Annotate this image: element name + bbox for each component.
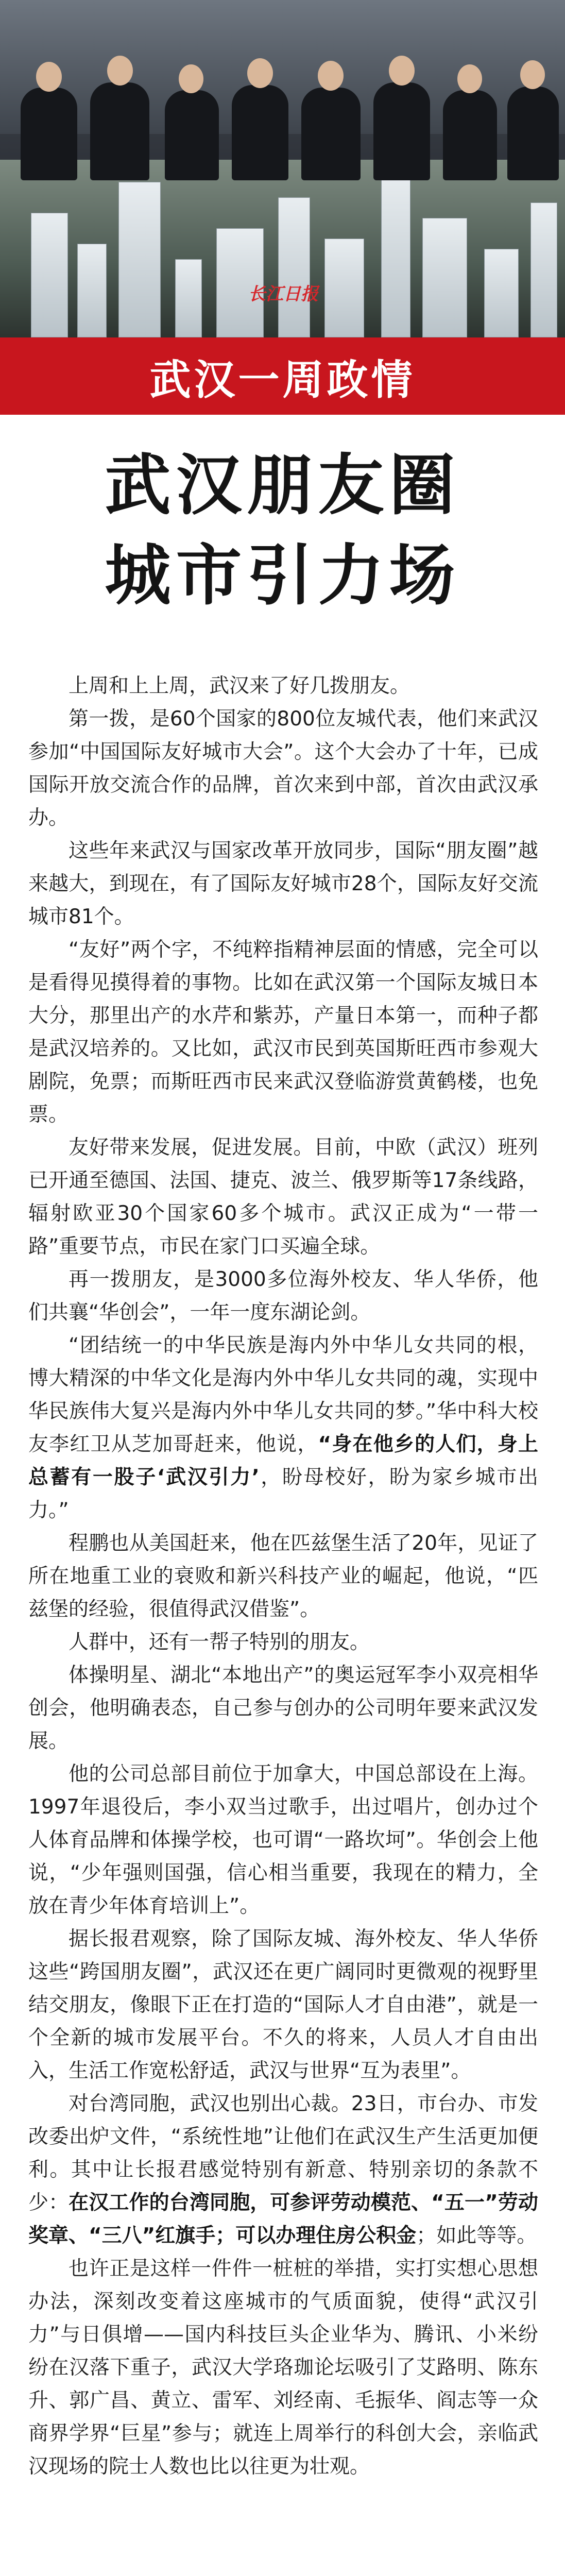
visitor — [90, 82, 149, 180]
paragraph-text: “团结统一的中华民族是海内外中华儿女共同的根，博大精深的中华文化是海内外中华儿女共同的魂，实现中华民族伟大复兴是海内外中华儿女共同的梦。”华中科大校友李红卫从芝加哥赶来，他说， — [28, 1334, 538, 1456]
article-paragraph — [28, 2252, 538, 2483]
paragraph-text: 第一拨，是60个国家的800位友城代表，他们来武汉参加“中国国际友好城市大会”。这个大会办了十年，已成国际开放交流合作的品牌，首次来到中部，首次由武汉承办。 — [28, 707, 538, 829]
model-building — [278, 197, 310, 337]
model-building — [484, 249, 519, 337]
headline-line-2: 城市引力场 — [105, 537, 460, 614]
article-paragraph — [28, 1263, 538, 1329]
paragraph-text: “友好”两个字，不纯粹指精神层面的情感，完全可以是看得见摸得着的事物。比如在武汉第一个国际友城日本大分，那里出产的水芹和紫苏，产量日本第一，而种子都是武汉培养的。又比如，武汉市民到英国斯旺西市参观大剧院，免票；而斯旺西市民来武汉登临游赏黄鹤楼，也免票。 — [28, 938, 538, 1126]
visitor — [301, 88, 361, 180]
model-building — [530, 202, 557, 337]
visitor — [21, 88, 77, 180]
article-paragraph — [28, 835, 538, 934]
model-building — [31, 213, 68, 337]
paragraph-text: 再一拨朋友，是3000多位海外校友、华人华侨，他们共襄“华创会”，一年一度东湖论剑。 — [28, 1268, 538, 1324]
visitor — [507, 87, 559, 180]
visitor — [165, 90, 219, 180]
article-paragraph — [28, 703, 538, 835]
article-paragraph — [28, 1758, 538, 1923]
paragraph-text: 据长报君观察，除了国际友城、海外校友、华人华侨这些“跨国朋友圈”，武汉还在更广阔同时更微观的视野里结交朋友，像眼下正在打造的“国际人才自由港”，就是一个全新的城市发展平台。不久的将来，人员人才自由出入，生活工作宽松舒适，武汉与世界“互为表里”。 — [28, 1927, 538, 2082]
paragraph-text: 也许正是这样一件件一桩桩的举措，实打实想心思想办法，深刻改变着这座城市的气质面貌，使得“武汉引力”与日俱增——国内科技巨头企业华为、腾讯、小米纷纷在汉落下重子，武汉大学珞珈论坛吸引了艾路明、陈东升、郭广昌、黄立、雷军、刘经南、毛振华、阎志等一众商界学界“巨星”参与；就连上周举行的科创大会，亲临武汉现场的院士人数也比以往更为壮观。 — [28, 2257, 538, 2478]
paragraph-text: 友好带来发展，促进发展。目前，中欧（武汉）班列已开通至德国、法国、捷克、波兰、俄罗斯等17条线路，辐射欧亚30个国家60多个城市。武汉正成为“一带一路”重要节点，市民在家门口买遍全球。 — [28, 1136, 538, 1258]
headline-line-1: 武汉朋友圈 — [105, 447, 460, 524]
article-paragraph — [28, 670, 538, 703]
visitor-head — [457, 64, 482, 93]
headline — [0, 440, 565, 641]
model-building — [422, 218, 467, 337]
paragraph-text: 人群中，还有一帮子特别的朋友。 — [69, 1631, 370, 1654]
visitor-head — [520, 60, 545, 89]
visitor — [443, 90, 497, 180]
visitor-head — [389, 56, 415, 86]
paragraph-text: ，盼母校好，盼为家乡城市出力。” — [28, 1466, 538, 1522]
model-building — [77, 244, 107, 337]
visitor-head — [179, 64, 203, 93]
article-paragraph — [28, 1659, 538, 1758]
article-paragraph — [28, 1923, 538, 2088]
visitor-head — [247, 58, 273, 88]
paragraph-text: 上周和上上周，武汉来了好几拨朋友。 — [69, 674, 410, 698]
visitor — [373, 82, 430, 180]
newspaper-stamp: 长江日报 — [248, 284, 318, 304]
top-photo — [0, 0, 565, 337]
column-banner — [0, 337, 565, 415]
article-paragraph — [28, 1131, 538, 1263]
paragraph-text: 对台湾同胞，武汉也别出心裁。23日，市台办、市发改委出炉文件，“系统性地”让他们在武汉生产生活更加便利。其中让长报君感觉特别有新意、特别亲切的条款不少： — [28, 2092, 538, 2214]
paragraph-text: ；如此等等。 — [416, 2224, 537, 2247]
paragraph-emphasis: “身在他乡的人们，身上总蓄有一股子‘武汉引力’ — [28, 1433, 538, 1489]
model-building — [175, 259, 202, 337]
article-body — [28, 670, 538, 2483]
city-model — [0, 160, 565, 337]
model-building — [118, 182, 161, 337]
visitor-head — [107, 56, 133, 86]
visitor-head — [318, 61, 344, 91]
paragraph-text: 这些年来武汉与国家改革开放同步，国际“朋友圈”越来越大，到现在，有了国际友好城市28个，国际友好交流城市81个。 — [28, 839, 538, 928]
article-paragraph — [28, 1527, 538, 1626]
article-paragraph — [28, 2088, 538, 2252]
paragraph-text: 他的公司总部目前位于加拿大，中国总部设在上海。1997年退役后，李小双当过歌手，出过唱片，创办过个人体育品牌和体操学校，也可谓“一路坎坷”。华创会上他说，“少年强则国强，信心相当重要，我现在的精力，全放在青少年体育培训上”。 — [28, 1762, 538, 1918]
model-building — [381, 172, 410, 337]
visitor-head — [36, 62, 62, 92]
column-title: 武汉一周政情 — [149, 355, 416, 404]
article-paragraph — [28, 1329, 538, 1527]
visitor — [232, 85, 288, 180]
paragraph-text: 体操明星、湖北“本地出产”的奥运冠军李小双亮相华创会，他明确表态，自己参与创办的公司明年要来武汉发展。 — [28, 1664, 538, 1753]
paragraph-text: 程鹏也从美国赶来，他在匹兹堡生活了20年，见证了所在地重工业的衰败和新兴科技产业的崛起，他说，“匹兹堡的经验，很值得武汉借鉴”。 — [28, 1532, 538, 1621]
paragraph-emphasis: 在汉工作的台湾同胞，可参评劳动模范、“五一”劳动奖章、“三八”红旗手；可以办理住房公积金 — [28, 2191, 538, 2247]
article-paragraph — [28, 934, 538, 1131]
article-paragraph — [28, 1626, 538, 1659]
